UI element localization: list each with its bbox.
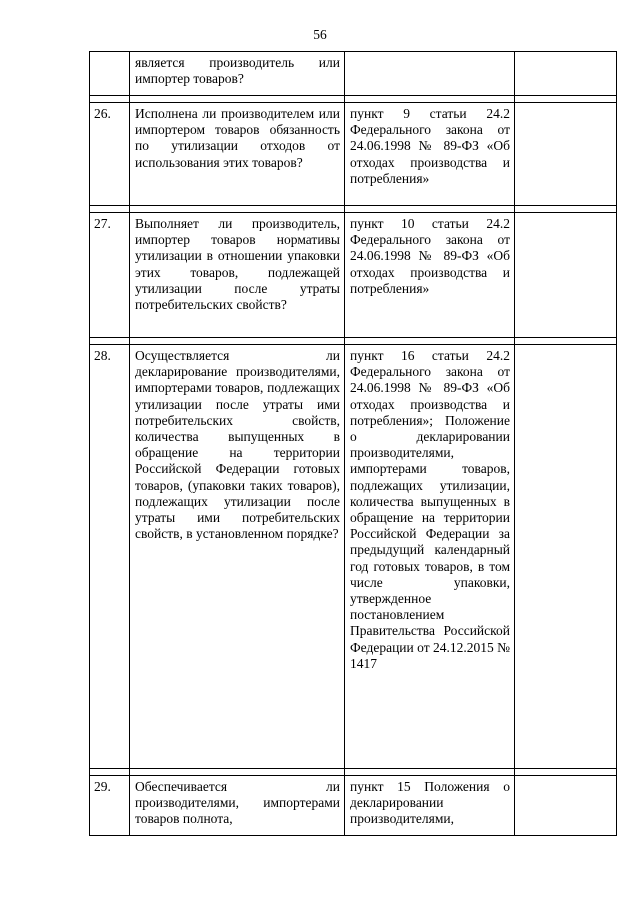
question-cell: Осуществляется ли декларирование производителями, импортерами товаров, подлежащих утилизации после утраты ими потребительских свойств, количества выпущенных в обращение на территории Российской Федерации готовых товаров, (упаковки таких товаров), подлежащих утилизации после утраты ими потребительских свойств, в установленном порядке? bbox=[130, 345, 345, 769]
reference-cell: пункт 10 статьи 24.2 Федерального закона от 24.06.1998 № 89-ФЗ «Об отходах производства и потребления» bbox=[345, 213, 515, 338]
table-row bbox=[90, 52, 617, 96]
row-separator bbox=[90, 206, 617, 213]
question-cell: Исполнена ли производителем или импортером товаров обязанность по утилизации отходов от использования этих товаров? bbox=[130, 103, 345, 206]
reference-cell: пункт 9 статьи 24.2 Федерального закона от 24.06.1998 № 89-ФЗ «Об отходах производства и потребления» bbox=[345, 103, 515, 206]
checklist-table bbox=[89, 51, 617, 836]
row-separator bbox=[90, 769, 617, 776]
empty-cell bbox=[515, 52, 617, 96]
empty-cell bbox=[515, 103, 617, 206]
question-cell: Выполняет ли производитель, импортер товаров нормативы утилизации в отношении упаковки этих товаров, подлежащей утилизации после утраты потребительских свойств? bbox=[130, 213, 345, 338]
empty-cell bbox=[515, 345, 617, 769]
table-row bbox=[90, 213, 617, 338]
question-cell: Обеспечивается ли производителями, импортерами товаров полнота, bbox=[130, 776, 345, 836]
table-row bbox=[90, 345, 617, 769]
empty-cell bbox=[515, 213, 617, 338]
question-cell: является производитель или импортер товаров? bbox=[130, 52, 345, 96]
reference-cell: пункт 16 статьи 24.2 Федерального закона от 24.06.1998 № 89-ФЗ «Об отходах производства и потребления»; Положение о декларировании производителями, импортерами товаров, подлежащих утилизации, количества выпущенных в обращение на территории Российской Федерации за предыдущий календарный год готовых товаров, в том числе упаковки, утвержденное постановлением Правительства Российской Федерации от 24.12.2015 № 1417 bbox=[345, 345, 515, 769]
page-number: 56 bbox=[313, 27, 327, 42]
table-row bbox=[90, 103, 617, 206]
row-number: 27. bbox=[90, 213, 130, 338]
reference-cell: пункт 15 Положения о декларировании производителями, bbox=[345, 776, 515, 836]
row-number: 29. bbox=[90, 776, 130, 836]
row-number: 28. bbox=[90, 345, 130, 769]
row-separator bbox=[90, 96, 617, 103]
reference-cell bbox=[345, 52, 515, 96]
table-row bbox=[90, 776, 617, 836]
row-separator bbox=[90, 338, 617, 345]
row-number bbox=[90, 52, 130, 96]
empty-cell bbox=[515, 776, 617, 836]
row-number: 26. bbox=[90, 103, 130, 206]
